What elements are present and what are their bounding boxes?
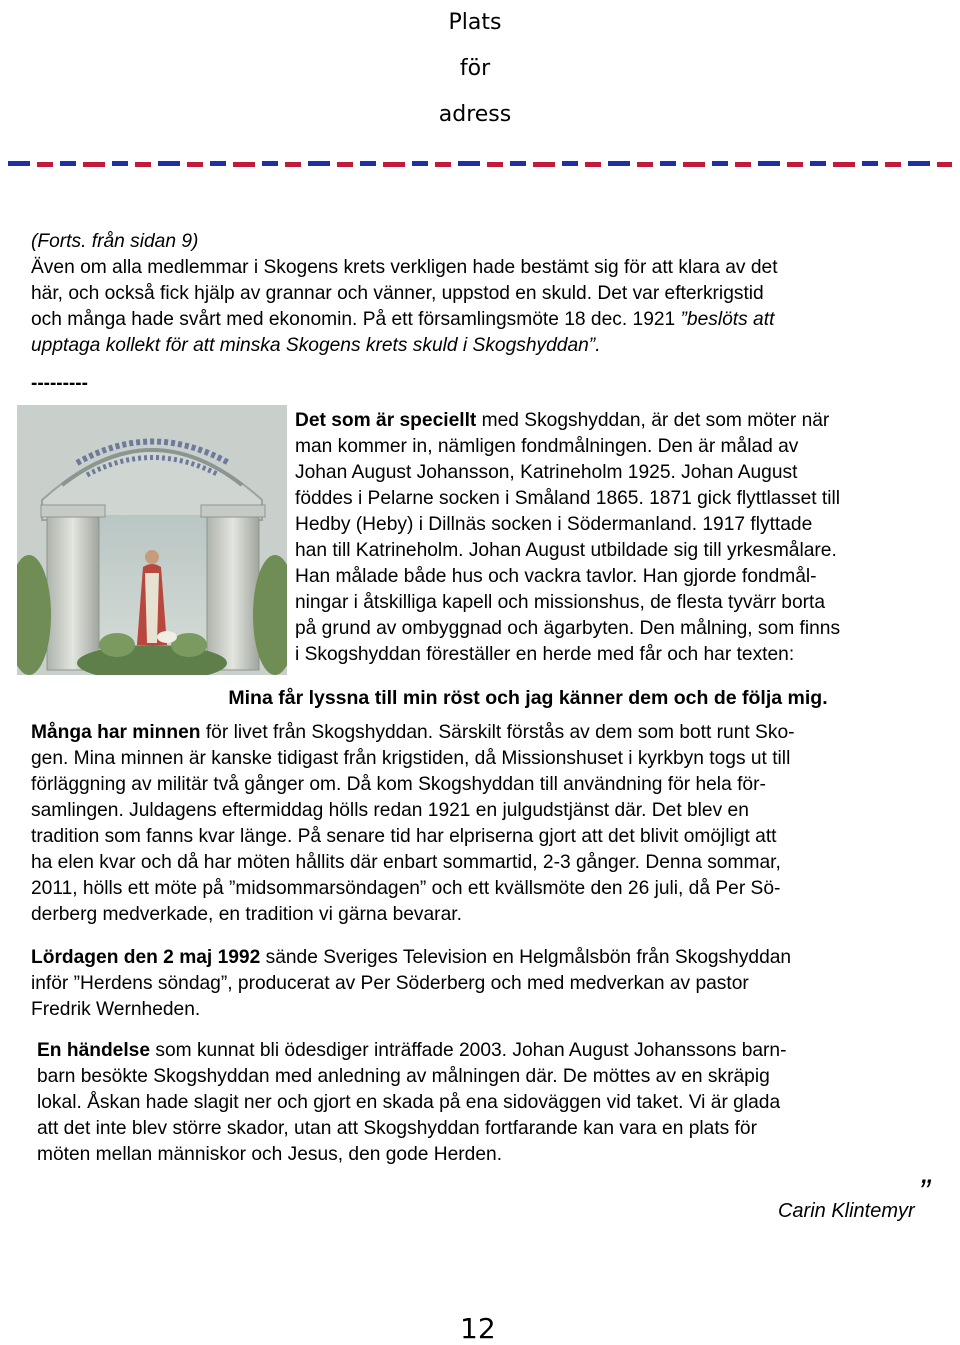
text-line: föddes i Pelarne socken i Småland 1865. 1871 gick flyttlasset till — [295, 488, 841, 509]
dash-segment — [735, 162, 751, 167]
author-signature — [777, 1173, 930, 1226]
dash-segment — [83, 162, 105, 167]
text-line: gen. Mina minnen är kanske tidigast från krigstiden, då Missionshuset i kyrkbyn togs ut till — [31, 748, 791, 769]
intro-line-text: och många hade svårt med ekonomin. På ett församlingsmöte 18 dec. 1921 — [31, 309, 681, 330]
text-line: Han målade både hus och vackra tavlor. Han gjorde fondmål- — [295, 566, 817, 587]
text-line: Johan August Johansson, Katrineholm 1925. Johan August — [295, 462, 798, 483]
text-span: med Skogshyddan, är det som möter när — [476, 410, 830, 431]
bold-lead: Det som är speciellt — [295, 410, 477, 431]
intro-quote-end: upptaga kollekt för att minska Skogens krets skuld i Skogshyddan”. — [31, 335, 601, 356]
bold-lead: Många har minnen — [31, 722, 201, 743]
bold-lead: Lördagen den 2 maj 1992 — [31, 947, 261, 968]
text-line: derberg medverkade, en tradition vi gärna bevarar. — [31, 904, 462, 925]
dash-segment — [585, 162, 601, 167]
dash-segment — [562, 161, 578, 166]
text-span: för livet från Skogshyddan. Särskilt förstås av dem som bott runt Sko- — [200, 722, 795, 743]
text-line — [295, 408, 955, 434]
text-line: ha elen kvar och då har möten hållits där enbart sommartid, 2-3 gånger. Denna sommar, — [31, 852, 781, 873]
address-line: Plats — [448, 10, 502, 35]
text-line: möten mellan människor och Jesus, den gode Herden. — [37, 1144, 503, 1165]
dash-segment — [60, 161, 76, 166]
text-line: förläggning av militär två gånger om. Då kom Skogshyddan till användning för hela för- — [31, 774, 766, 795]
dash-segment — [908, 161, 930, 166]
dash-segment — [360, 161, 376, 166]
dash-segment — [262, 161, 278, 166]
dash-segment — [383, 162, 405, 167]
text-line — [31, 720, 951, 746]
bold-lead: En händelse — [37, 1040, 151, 1061]
event-paragraph — [37, 1038, 957, 1168]
text-line: samlingen. Juldagens eftermiddag hölls redan 1921 en julgudstjänst där. Det blev en — [31, 800, 749, 821]
dash-segment — [787, 162, 803, 167]
dash-segment — [233, 162, 255, 167]
painting-quote: Mina får lyssna till min röst och jag känner dem och de följa mig. — [228, 687, 828, 709]
dash-segment — [8, 161, 30, 166]
dash-segment — [412, 161, 428, 166]
text-line: på grund av ombyggnad och ägarbyten. Den målning, som finns — [295, 618, 841, 639]
text-line: Fredrik Wernheden. — [31, 999, 201, 1020]
memories-paragraph — [31, 720, 951, 928]
text-line: Hedby (Heby) i Dillnäs socken i Södermanland. 1917 flyttade — [295, 514, 813, 535]
dash-segment — [135, 162, 151, 167]
dash-segment — [862, 161, 878, 166]
dash-segment — [885, 162, 901, 167]
text-span: som kunnat bli ödesdiger inträffade 2003. Johan August Johanssons barn- — [150, 1040, 787, 1061]
dash-segment — [210, 161, 226, 166]
dash-segment — [487, 162, 503, 167]
text-line: barn besökte Skogshyddan med anledning av målningen där. De möttes av en skräpig — [37, 1066, 770, 1087]
text-line: att det inte blev större skador, utan att Skogshyddan fortfarande kan vara en plats för — [37, 1118, 757, 1139]
dash-segment — [112, 161, 128, 166]
text-line: inför ”Herdens söndag”, producerat av Per Söderberg och med medverkan av pastor — [31, 973, 749, 994]
section-separator: --------- — [31, 373, 88, 394]
text-line: i Skogshyddan föreställer en herde med får och har texten: — [295, 644, 795, 665]
continued-note: (Forts. från sidan 9) — [31, 231, 199, 252]
dash-segment — [458, 161, 480, 166]
dash-segment — [510, 161, 526, 166]
closing-quote-mark: ” — [918, 1173, 930, 1211]
television-paragraph — [31, 945, 951, 1023]
page-number: 12 — [460, 1312, 496, 1345]
dash-segment — [533, 162, 555, 167]
intro-line: Även om alla medlemmar i Skogens krets verkligen hade bestämt sig för att klara av det — [31, 257, 778, 278]
text-line: tradition som fanns kvar länge. På senare tid har elpriserna gjort att det blivit omöjligt att — [31, 826, 777, 847]
painting-description-paragraph — [295, 408, 955, 668]
dash-segment — [308, 161, 330, 166]
dash-segment — [833, 162, 855, 167]
dash-segment — [637, 162, 653, 167]
address-line: för — [459, 56, 491, 81]
decorative-dash-divider — [0, 158, 960, 170]
text-line: han till Katrineholm. Johan August utbildade sig till yrkesmålare. — [295, 540, 837, 561]
intro-line: här, och också fick hjälp av grannar och vänner, uppstod en skuld. Det var efterkrigstid — [31, 283, 764, 304]
dash-segment — [187, 162, 203, 167]
dash-segment — [937, 162, 952, 167]
text-line: 2011, hölls ett möte på ”midsommarsöndagen” och ett kvällsmöte den 26 juli, då Per Sö- — [31, 878, 781, 899]
dash-segment — [37, 162, 53, 167]
dash-segment — [608, 161, 630, 166]
text-line — [31, 945, 951, 971]
intro-line — [31, 307, 951, 333]
dash-segment — [660, 161, 676, 166]
author-name: Carin Klintemyr — [777, 1200, 915, 1222]
dash-segment — [683, 162, 705, 167]
intro-paragraph — [31, 229, 951, 359]
intro-quote-start: ”beslöts att — [680, 309, 775, 330]
shepherd-painting-image — [17, 405, 287, 675]
text-span: sände Sveriges Television en Helgmålsbön från Skogshyddan — [260, 947, 792, 968]
text-line: lokal. Åskan hade slagit ner och gjort en skada på ena sidoväggen vid taket. Vi är glada — [37, 1092, 781, 1113]
text-line: man kommer in, nämligen fondmålningen. Den är målad av — [295, 436, 799, 457]
address-placeholder — [400, 0, 550, 138]
dash-segment — [337, 162, 353, 167]
text-line: ningar i åtskilliga kapell och missionshus, de flesta tyvärr borta — [295, 592, 826, 613]
dash-segment — [158, 161, 180, 166]
dash-segment — [435, 162, 451, 167]
text-line — [37, 1038, 957, 1064]
dash-segment — [810, 161, 826, 166]
dash-segment — [758, 161, 780, 166]
dash-segment — [285, 162, 301, 167]
dash-segment — [712, 161, 728, 166]
address-line: adress — [438, 102, 512, 127]
